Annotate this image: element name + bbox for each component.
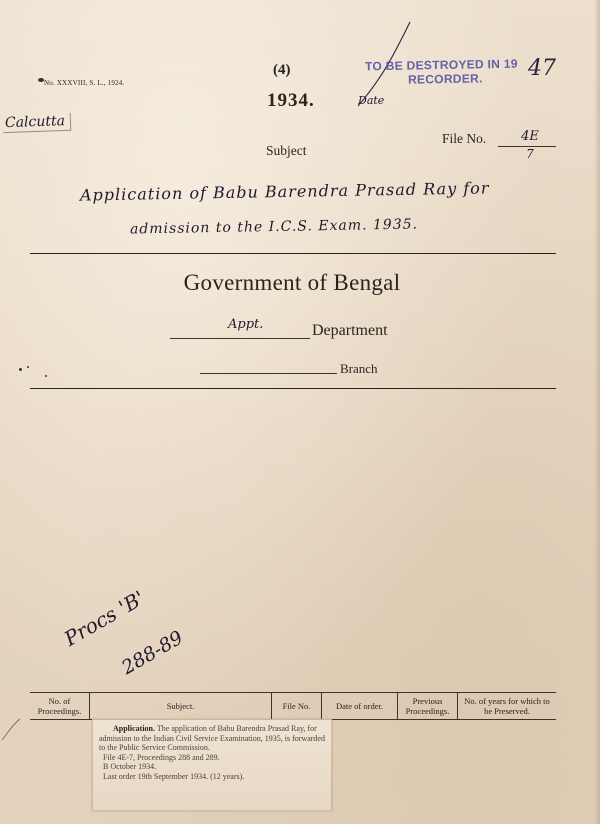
place-tag: Calcutta bbox=[3, 113, 72, 133]
file-no-top: 4E bbox=[521, 129, 539, 144]
ink-dot bbox=[27, 366, 29, 368]
subject-line-2: admission to the I.C.S. Exam. 1935. bbox=[129, 216, 419, 238]
subject-label: Subject bbox=[266, 143, 307, 158]
destruction-stamp-line1: TO BE DESTROYED IN 19 bbox=[364, 56, 518, 74]
subject-line-1: Application of Babu Barendra Prasad Ray for bbox=[79, 178, 490, 205]
record-table-header bbox=[30, 692, 556, 720]
department-hand: Appt. bbox=[228, 317, 264, 332]
slip-last-order: Last order 19th September 1934. (12 years). bbox=[103, 771, 245, 781]
col-date-of-order: Date of order. bbox=[322, 693, 398, 719]
year: 1934. bbox=[267, 90, 315, 111]
department-label: Department bbox=[312, 322, 388, 339]
col-file-no: File No. bbox=[272, 693, 322, 719]
col-years-preserved: No. of years for which to be Preserved. bbox=[464, 696, 550, 716]
file-no-label: File No. bbox=[442, 131, 487, 146]
form-reference: No. XXXVIII, S. L., 1924. bbox=[44, 79, 125, 87]
heading-government: Government of Bengal bbox=[183, 270, 401, 295]
col-subject: Subject. bbox=[90, 693, 272, 719]
branch-line bbox=[200, 373, 337, 374]
slip-file-ref: File 4E-7, Proceedings 288 and 289. bbox=[103, 752, 220, 762]
slip-lead: Application. bbox=[113, 724, 156, 733]
top-rule bbox=[30, 253, 556, 254]
proceedings-note-line1: Procs 'B' bbox=[60, 585, 149, 651]
file-no-bottom: 7 bbox=[526, 147, 534, 161]
year-note: Date bbox=[358, 94, 385, 107]
ink-dot bbox=[19, 368, 22, 371]
department-line bbox=[170, 338, 310, 339]
ink-dot bbox=[45, 375, 47, 377]
ink-blot bbox=[38, 78, 44, 82]
proceedings-note-line2: 288-89 bbox=[118, 626, 187, 680]
stamp-hand-year: 47 bbox=[528, 56, 556, 81]
margin-scribble bbox=[0, 715, 30, 745]
destruction-stamp-line2: RECORDER. bbox=[407, 71, 483, 87]
pasted-summary-slip bbox=[92, 719, 332, 811]
col-proceedings: No. of Proceedings. bbox=[30, 693, 90, 719]
slip-text: The application of Babu Barendra Prasad Ray, for admission to the Indian Civil Service Examination, 1935, is forwarded to the Public Service Commission. bbox=[99, 724, 325, 752]
branch-label: Branch bbox=[340, 361, 378, 376]
col-previous-proceedings: Previous Proceedings. bbox=[398, 693, 458, 719]
slip-date: B October 1934. bbox=[103, 762, 157, 771]
mid-rule bbox=[30, 388, 556, 389]
number-mark: (4) bbox=[273, 62, 291, 78]
